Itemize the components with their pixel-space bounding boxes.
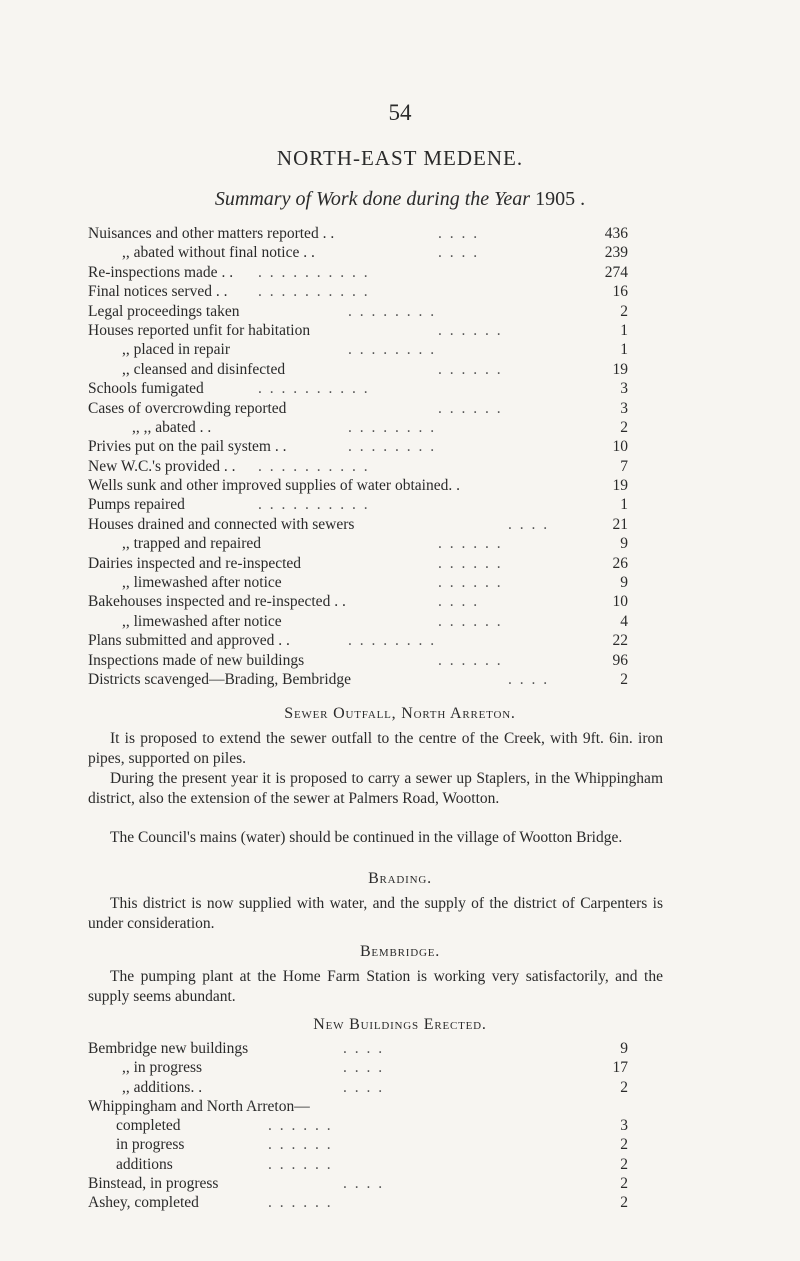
leader-dots: . . . . . . . . . .	[258, 457, 370, 475]
leader-dots: . . . .	[508, 515, 550, 533]
summary-value: 19	[612, 360, 628, 378]
summary-label: Final notices served . .	[88, 283, 228, 301]
summary-row	[88, 379, 628, 398]
section-title-sewer-outfall: Sewer Outfall, North Arreton.	[284, 705, 516, 722]
summary-label: ,, cleansed and disinfected	[122, 360, 286, 378]
leader-dots: . . . . . .	[438, 399, 503, 417]
summary-row	[88, 263, 628, 282]
paragraph-sewer-outfall: It is proposed to extend the sewer outfall to the centre of the Creek, with 9ft. 6in. iron pipes, supported on piles.	[88, 730, 663, 767]
building-row	[88, 1135, 628, 1154]
summary-value: 1	[620, 341, 628, 359]
summary-row	[88, 360, 628, 379]
summary-value: 9	[620, 535, 628, 553]
leader-dots: . . . . . .	[268, 1155, 333, 1173]
leader-dots: . . . . . .	[268, 1136, 333, 1154]
leader-dots: . . . . . .	[438, 651, 503, 669]
building-label: Binstead, in progress	[88, 1175, 219, 1193]
summary-label: ,, limewashed after notice	[122, 574, 282, 592]
leader-dots: . . . . . . . .	[348, 418, 437, 436]
building-value: 2	[620, 1136, 628, 1154]
summary-row	[88, 321, 628, 340]
building-value: 17	[612, 1059, 628, 1077]
summary-label: Pumps repaired	[88, 496, 185, 514]
building-value: 2	[620, 1175, 628, 1193]
summary-label: Dairies inspected and re-inspected	[88, 554, 302, 572]
summary-label: ,, placed in repair	[122, 341, 231, 359]
building-label: Bembridge new buildings	[88, 1040, 249, 1057]
summary-value: 1	[620, 496, 628, 514]
summary-value: 3	[620, 380, 628, 398]
building-value: 2	[620, 1078, 628, 1096]
building-label: in progress	[116, 1136, 185, 1154]
leader-dots: . . . .	[343, 1078, 385, 1096]
summary-label: Legal proceedings taken	[88, 302, 240, 320]
summary-value: 274	[604, 263, 628, 281]
leader-dots: . . . . . .	[438, 360, 503, 378]
summary-value: 10	[612, 438, 628, 456]
summary-row	[88, 399, 628, 418]
summary-value: 436	[604, 225, 628, 242]
building-value: 2	[620, 1194, 628, 1212]
summary-value: 7	[620, 457, 628, 475]
building-row	[88, 1174, 628, 1193]
summary-value: 21	[612, 515, 628, 533]
subtitle-year: 1905 .	[535, 188, 586, 210]
building-label: Ashey, completed	[88, 1194, 199, 1212]
summary-row	[88, 224, 628, 243]
summary-row	[88, 457, 628, 476]
summary-label: ,, ,, abated . .	[132, 418, 212, 436]
leader-dots: . . . .	[343, 1040, 385, 1057]
leader-dots: . . . . . .	[438, 535, 503, 553]
summary-value: 2	[620, 670, 628, 688]
summary-value: 9	[620, 574, 628, 592]
section-title-new-buildings: New Buildings Erected.	[313, 1016, 487, 1033]
new-buildings-list	[88, 1039, 628, 1213]
leader-dots: . . . . . . . .	[348, 341, 437, 359]
building-row	[88, 1078, 628, 1097]
leader-dots: . . . . . . . . . .	[258, 283, 370, 301]
building-row	[88, 1116, 628, 1135]
leader-dots: . . . . . . . .	[348, 302, 437, 320]
summary-row	[88, 554, 628, 573]
summary-value: 96	[612, 651, 628, 669]
page-number: 54	[388, 100, 412, 125]
leader-dots: . . . .	[438, 244, 480, 262]
building-row	[88, 1058, 628, 1077]
summary-label: ,, abated without final notice . .	[122, 244, 315, 262]
paragraph-council-mains: The Council's mains (water) should be continued in the village of Wootton Bridge.	[110, 829, 623, 846]
summary-label: New W.C.'s provided . .	[88, 457, 236, 475]
section-title-brading: Brading.	[368, 870, 432, 887]
leader-dots: . . . .	[508, 670, 550, 688]
summary-row	[88, 243, 628, 262]
summary-row	[88, 340, 628, 359]
summary-label: Privies put on the pail system . .	[88, 438, 287, 456]
building-row	[88, 1193, 628, 1212]
building-label: additions	[116, 1155, 173, 1173]
building-value: 3	[620, 1117, 628, 1135]
building-label: ,, additions. .	[122, 1078, 203, 1096]
summary-row	[88, 418, 628, 437]
summary-row	[88, 476, 628, 495]
summary-value: 10	[612, 593, 628, 611]
page-subtitle	[0, 188, 800, 211]
leader-dots: . . . . . . . .	[348, 438, 437, 456]
summary-row	[88, 651, 628, 670]
summary-value: 19	[612, 477, 628, 495]
building-subheading-row	[88, 1097, 568, 1116]
summary-value: 4	[620, 612, 628, 630]
summary-value: 26	[612, 554, 628, 572]
summary-row	[88, 534, 628, 553]
summary-label: Inspections made of new buildings	[88, 651, 305, 669]
summary-label: Re-inspections made . .	[88, 263, 234, 281]
summary-value: 239	[604, 244, 628, 262]
summary-label: ,, limewashed after notice	[122, 612, 282, 630]
leader-dots: . . . .	[438, 593, 480, 611]
summary-label: Plans submitted and approved . .	[88, 632, 290, 650]
leader-dots: . . . . . .	[268, 1194, 333, 1212]
summary-row	[88, 612, 628, 631]
leader-dots: . . . . . .	[268, 1117, 333, 1135]
summary-value: 3	[620, 399, 628, 417]
summary-label: Districts scavenged—Brading, Bembridge	[88, 670, 352, 688]
leader-dots: . . . . . . . . . .	[258, 263, 370, 281]
section-title-bembridge: Bembridge.	[359, 943, 441, 960]
building-row	[88, 1039, 628, 1058]
summary-label: Bakehouses inspected and re-inspected . .	[88, 593, 346, 611]
leader-dots: . . . . . .	[438, 321, 503, 339]
summary-label: Schools fumigated	[88, 380, 204, 398]
leader-dots: . . . . . .	[438, 554, 503, 572]
summary-row	[88, 495, 628, 514]
summary-value: 1	[620, 321, 628, 339]
building-value: 9	[620, 1040, 628, 1057]
summary-row	[88, 670, 628, 689]
summary-label: Houses reported unfit for habitation	[88, 321, 311, 339]
summary-label: Wells sunk and other improved supplies of water obtained. .	[88, 477, 460, 495]
leader-dots: . . . . . . . . . .	[258, 496, 370, 514]
summary-value: 16	[612, 283, 628, 301]
paragraph-sewer-extension: During the present year it is proposed to carry a sewer up Staplers, in the Whippingham district, also the extension of the sewer at Palmers Road, Wootton.	[88, 770, 663, 807]
building-row	[88, 1155, 628, 1174]
building-label: completed	[116, 1117, 181, 1135]
building-label: Whippingham and North Arreton—	[88, 1097, 310, 1115]
summary-row	[88, 631, 628, 650]
leader-dots: . . . .	[343, 1175, 385, 1193]
summary-value: 2	[620, 418, 628, 436]
leader-dots: . . . . . . . .	[348, 632, 437, 650]
summary-label: Houses drained and connected with sewers	[88, 515, 355, 533]
summary-label: Cases of overcrowding reported	[88, 399, 287, 417]
summary-row	[88, 302, 628, 321]
work-summary-list	[88, 224, 628, 689]
summary-row	[88, 282, 628, 301]
leader-dots: . . . .	[343, 1059, 385, 1077]
building-value: 2	[620, 1155, 628, 1173]
page-title: NORTH-EAST MEDENE.	[276, 146, 524, 170]
paragraph-bembridge: The pumping plant at the Home Farm Station is working very satisfactorily, and the supply seems abundant.	[88, 968, 663, 1005]
paragraph-brading: This district is now supplied with water, and the supply of the district of Carpenters is under consideration.	[88, 895, 663, 932]
summary-label: ,, trapped and repaired	[122, 535, 262, 553]
leader-dots: . . . . . .	[438, 574, 503, 592]
summary-row	[88, 592, 628, 611]
summary-row	[88, 515, 628, 534]
leader-dots: . . . . . .	[438, 612, 503, 630]
summary-label: Nuisances and other matters reported . .	[88, 225, 335, 242]
subtitle-text: Summary of Work done during the Year	[214, 188, 531, 210]
summary-value: 22	[612, 632, 628, 650]
summary-value: 2	[620, 302, 628, 320]
leader-dots: . . . .	[438, 225, 480, 242]
leader-dots: . . . . . . . . . .	[258, 380, 370, 398]
summary-row	[88, 437, 628, 456]
building-label: ,, in progress	[122, 1059, 203, 1077]
summary-row	[88, 573, 628, 592]
